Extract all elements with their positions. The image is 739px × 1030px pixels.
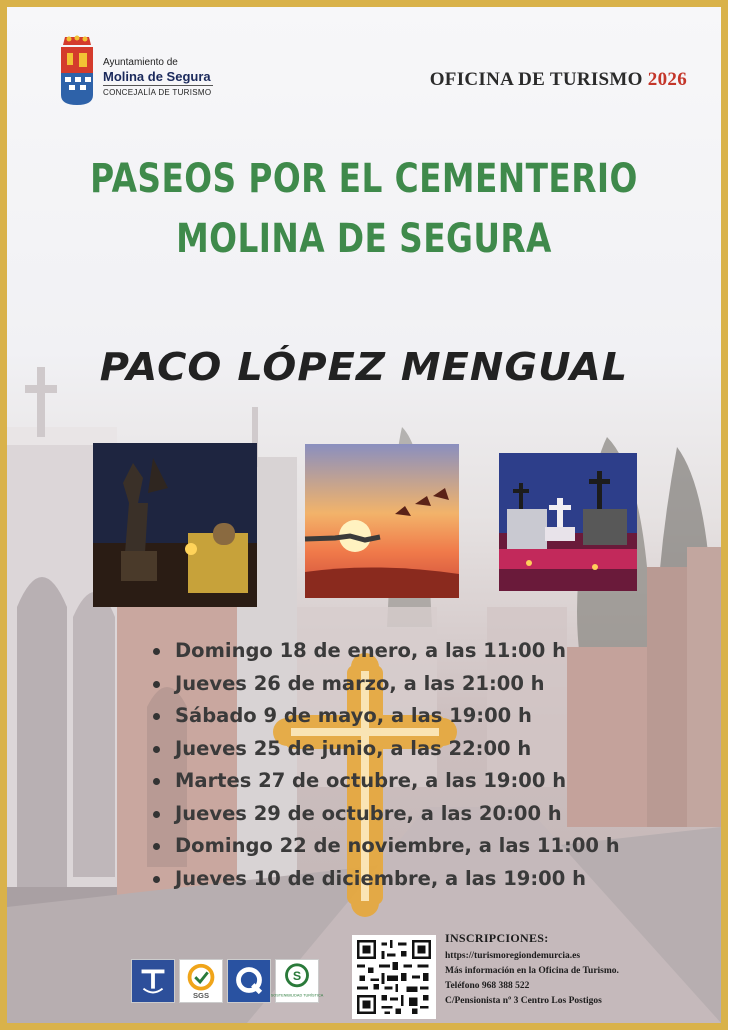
date-item: Domingo 22 de noviembre, a las 11:00 h — [151, 830, 620, 863]
office-year: 2026 — [647, 69, 687, 90]
date-item: Sábado 9 de mayo, a las 19:00 h — [151, 700, 620, 733]
svg-text:S: S — [292, 969, 302, 984]
sustainability-label: SOSTENIBILIDAD TURÍSTICA — [270, 993, 324, 998]
registration-qr-code[interactable] — [352, 935, 436, 1019]
phone-text: Teléfono 968 388 522 — [445, 981, 530, 991]
date-item: Jueves 10 de diciembre, a las 19:00 h — [151, 863, 620, 896]
office-header — [430, 69, 687, 91]
angel-statue-photo — [93, 443, 257, 607]
poster-title — [71, 149, 656, 269]
logo-line-2: Molina de Segura — [103, 69, 211, 84]
sustainability-badge-icon — [270, 959, 324, 1003]
title-line-2: MOLINA DE SEGURA — [176, 216, 552, 262]
municipality-logo — [55, 33, 245, 113]
author-name: PACO LÓPEZ MENGUAL — [99, 345, 629, 389]
sgs-label: SGS — [192, 991, 210, 1001]
quality-badges — [131, 959, 325, 1005]
tourism-commitment-badge-icon — [131, 959, 175, 1003]
address-text: C/Pensionista nº 3 Centro Los Postigos — [445, 996, 602, 1006]
broken-chain-photo — [305, 444, 459, 598]
q-quality-badge-icon — [227, 959, 271, 1003]
logo-line-1: Ayuntamiento de — [103, 57, 178, 68]
logo-line-3: CONCEJALÍA DE TURISMO — [103, 88, 212, 97]
walk-dates-list — [151, 635, 620, 895]
registration-url[interactable]: https://turismoregiondemurcia.es — [445, 951, 581, 961]
office-label: OFICINA DE TURISMO — [429, 69, 643, 90]
logo-divider — [103, 85, 213, 86]
date-item: Domingo 18 de enero, a las 11:00 h — [151, 635, 620, 668]
title-line-1: PASEOS POR EL CEMENTERIO — [90, 156, 638, 202]
registration-info — [445, 931, 619, 1009]
more-info-text: Más información en la Oficina de Turismo. — [445, 966, 619, 976]
sgs-certification-badge-icon — [179, 959, 223, 1003]
date-item: Jueves 25 de junio, a las 22:00 h — [151, 733, 620, 766]
registration-heading: INSCRIPCIONES: — [445, 931, 549, 945]
date-item: Jueves 26 de marzo, a las 21:00 h — [151, 668, 620, 701]
date-item: Martes 27 de octubre, a las 19:00 h — [151, 765, 620, 798]
night-cemetery-photo — [499, 453, 637, 591]
date-item: Jueves 29 de octubre, a las 20:00 h — [151, 798, 620, 831]
coat-of-arms-icon — [55, 33, 99, 107]
